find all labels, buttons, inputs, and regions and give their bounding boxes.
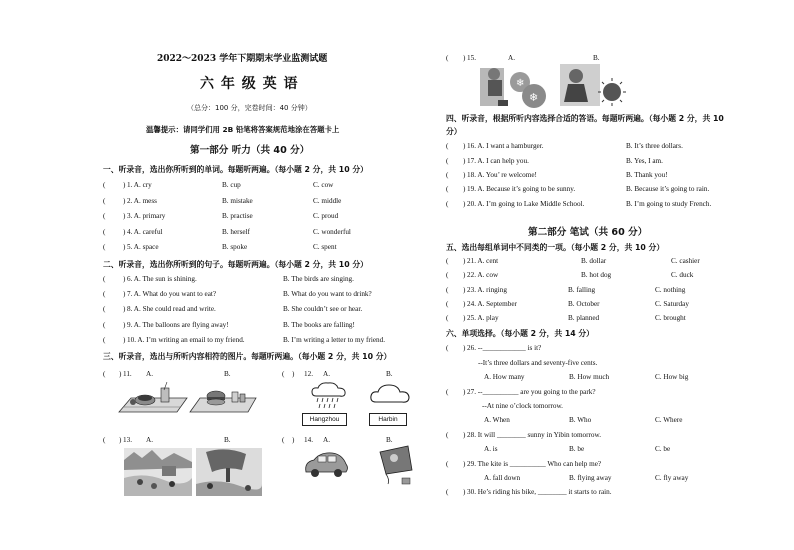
answer-paren-close: )	[292, 436, 295, 444]
question-30: 30. He’s riding his bike, ________ it starts to rain.	[467, 488, 612, 496]
option-b: B. spoke	[222, 243, 248, 251]
answer-paren: (	[446, 431, 449, 439]
option-b: B. I’m writing a letter to my friend.	[283, 336, 385, 344]
answer-paren-close: )	[123, 290, 126, 298]
answer-paren-close: )	[463, 314, 466, 322]
answer-paren-close: )	[463, 185, 466, 193]
question-16: 16. A. I want a hamburger.	[467, 142, 544, 150]
answer-paren: (	[103, 228, 106, 236]
option-b: B. October	[568, 300, 600, 308]
option-c: C. brought	[655, 314, 686, 322]
question-19: 19. A. Because it’s going to be sunny.	[467, 185, 576, 193]
answer-paren-close: )	[463, 142, 466, 150]
question-1: 1. A. cry	[127, 181, 152, 189]
answer-paren: (	[103, 212, 106, 220]
part1-title: 第一部分 听力（共 40 分）	[190, 145, 310, 156]
option-a-label: A.	[323, 436, 330, 444]
food-tray-picture-b	[186, 382, 258, 420]
answer-paren-close: )	[123, 212, 126, 220]
svg-text:❄: ❄	[516, 78, 525, 89]
option-b: B. How much	[569, 373, 610, 381]
answer-paren: (	[446, 171, 449, 179]
option-c: C. fly away	[655, 474, 689, 482]
question-18: 18. A. You’ re welcome!	[467, 171, 537, 179]
rain-cloud-icon	[308, 380, 350, 412]
answer-paren: (	[446, 271, 449, 279]
option-b: B. It’s three dollars.	[626, 142, 683, 150]
answer-paren: (	[446, 142, 449, 150]
city-label-harbin: Harbin	[369, 413, 407, 426]
answer-paren: (	[282, 370, 285, 378]
answer-paren-close: )	[463, 388, 466, 396]
option-b: B. Yes, I am.	[626, 157, 663, 165]
option-b-label: B.	[593, 54, 600, 62]
answer-paren: (	[103, 181, 106, 189]
option-c: C. cow	[313, 181, 334, 189]
option-b: B. falling	[568, 286, 596, 294]
answer-paren: (	[446, 257, 449, 265]
option-b: B. be	[569, 445, 585, 453]
answer-paren: (	[103, 305, 106, 313]
question-22: 22. A. cow	[467, 271, 499, 279]
subject-title: 六 年 级 英 语	[200, 76, 299, 92]
section-3-title: 三、听录音，选出与所听内容相符的图片。每题听两遍。（每小题 2 分，共 10 分）	[103, 352, 392, 361]
question-4: 4. A. careful	[127, 228, 163, 236]
question-25: 25. A. play	[467, 314, 499, 322]
answer-paren-close: )	[123, 336, 126, 344]
option-c: C. How big	[655, 373, 689, 381]
city-label-hangzhou: Hangzhou	[302, 413, 347, 426]
answer-paren-close: )	[123, 243, 126, 251]
question-29: 29. The kite is __________ Who can help me?	[467, 460, 602, 468]
answer-paren-close: )	[463, 488, 466, 496]
option-a-label: A.	[508, 54, 515, 62]
answer-paren: (	[282, 436, 285, 444]
section-6-title: 六、单项选择。（每小题 2 分，共 14 分）	[446, 329, 594, 338]
svg-text:❄: ❄	[529, 91, 539, 104]
question-6: 6. A. The sun is shining.	[127, 275, 197, 283]
answer-paren: (	[446, 200, 449, 208]
question-17: 17. A. I can help you.	[467, 157, 529, 165]
option-b-label: B.	[386, 370, 393, 378]
question-8: 8. A. She could read and write.	[127, 305, 216, 313]
option-b-label: B.	[224, 370, 231, 378]
option-b: B. hot dog	[581, 271, 612, 279]
question-27-response: --At nine o’clock tomorrow.	[482, 402, 563, 410]
car-picture	[302, 450, 350, 480]
section-4-title: 四、听录音，根据所听内容选择合适的答语。每题听两遍。（每小题 2 分，共 10	[446, 114, 724, 123]
section-5-title: 五、选出每组单词中不同类的一项。（每小题 2 分，共 10 分）	[446, 243, 665, 252]
option-b: B. cup	[222, 181, 241, 189]
option-c: C. duck	[671, 271, 694, 279]
option-b: B. flying away	[569, 474, 612, 482]
question-number: 14.	[304, 436, 313, 444]
answer-paren-close: )	[463, 431, 466, 439]
answer-paren: (	[103, 290, 106, 298]
question-7: 7. A. What do you want to eat?	[127, 290, 217, 298]
sunny-scene-picture	[560, 62, 626, 108]
question-number: 11.	[123, 370, 132, 378]
answer-paren-close: )	[463, 257, 466, 265]
section-1-title: 一、听录音，选出你所听到的单词。每题听两遍。（每小题 2 分，共 10 分）	[103, 165, 368, 174]
question-27: 27. --__________ are you going to the park?	[467, 388, 596, 396]
answer-paren-close: )	[463, 460, 466, 468]
option-b: B. herself	[222, 228, 250, 236]
question-20: 20. A. I’m going to Lake Middle School.	[467, 200, 585, 208]
option-b: B. mistake	[222, 197, 253, 205]
option-b: B. dollar	[581, 257, 607, 265]
answer-paren: (	[103, 370, 106, 378]
answer-paren: (	[103, 197, 106, 205]
answer-paren-close: )	[463, 200, 466, 208]
cloud-icon	[368, 382, 412, 408]
kite-picture	[376, 444, 414, 486]
answer-paren: (	[446, 185, 449, 193]
answer-paren: (	[103, 243, 106, 251]
option-c: C. Saturday	[655, 300, 689, 308]
answer-paren-close: )	[119, 370, 122, 378]
answer-paren-close: )	[463, 54, 466, 62]
question-3: 3. A. primary	[127, 212, 166, 220]
answer-paren: (	[446, 300, 449, 308]
option-b: B. I’m going to study French.	[626, 200, 712, 208]
answer-paren-close: )	[123, 275, 126, 283]
option-b: B. What do you want to drink?	[283, 290, 372, 298]
option-b: B. She couldn’t see or hear.	[283, 305, 363, 313]
winter-scene-picture	[480, 62, 548, 108]
option-b: B. practise	[222, 212, 253, 220]
option-c: C. proud	[313, 212, 339, 220]
question-number: 15.	[467, 54, 476, 62]
question-24: 24. A. September	[467, 300, 517, 308]
option-c: C. Where	[655, 416, 683, 424]
section-4-score-end: 分）	[446, 127, 462, 136]
answer-paren-close: )	[123, 181, 126, 189]
answer-paren: (	[446, 388, 449, 396]
exam-meta: （总分：100 分，完卷时间：40 分钟）	[187, 104, 312, 112]
answer-paren: (	[446, 157, 449, 165]
option-b: B. Who	[569, 416, 592, 424]
part2-title: 第二部分 笔试（共 60 分）	[528, 227, 648, 238]
answer-paren-close: )	[123, 228, 126, 236]
answer-paren-close: )	[463, 286, 466, 294]
option-a-label: A.	[146, 370, 153, 378]
earthquake-scene-picture	[124, 448, 192, 496]
option-b: B. The birds are singing.	[283, 275, 354, 283]
question-21: 21. A. cent	[467, 257, 499, 265]
option-c: C. nothing	[655, 286, 686, 294]
question-number: 13.	[123, 436, 132, 444]
question-26-response: --It’s three dollars and seventy-five cents.	[478, 359, 598, 367]
answer-paren: (	[103, 436, 106, 444]
storm-scene-picture	[196, 448, 262, 496]
answer-paren: (	[103, 321, 106, 329]
option-b-label: B.	[386, 436, 393, 444]
answer-paren-close: )	[123, 321, 126, 329]
answer-paren: (	[446, 344, 449, 352]
answer-paren: (	[446, 314, 449, 322]
answer-paren-close: )	[463, 344, 466, 352]
option-a: A. is	[484, 445, 498, 453]
question-5: 5. A. space	[127, 243, 159, 251]
question-2: 2. A. mess	[127, 197, 157, 205]
option-c: C. spent	[313, 243, 337, 251]
answer-paren-close: )	[463, 157, 466, 165]
question-26: 26. --____________ is it?	[467, 344, 542, 352]
question-9: 9. A. The balloons are flying away!	[127, 321, 229, 329]
answer-paren-close: )	[123, 305, 126, 313]
option-b: B. Thank you!	[626, 171, 668, 179]
option-a: A. When	[484, 416, 510, 424]
question-10: 10. A. I’m writing an email to my friend.	[127, 336, 245, 344]
answer-paren: (	[103, 336, 106, 344]
answer-paren-close: )	[463, 171, 466, 179]
answer-paren: (	[446, 286, 449, 294]
exam-notice: 温馨提示：请同学们用 2B 铅笔将答案规范地涂在答题卡上	[146, 125, 340, 134]
answer-paren: (	[446, 54, 449, 62]
option-a-label: A.	[146, 436, 153, 444]
option-a: A. fall down	[484, 474, 521, 482]
food-tray-picture-a	[117, 382, 189, 420]
answer-paren-close: )	[463, 300, 466, 308]
section-2-title: 二、听录音，选出你所听到的句子。每题听两遍。（每小题 2 分，共 10 分）	[103, 260, 368, 269]
option-c: C. cashier	[671, 257, 700, 265]
option-b: B. planned	[568, 314, 600, 322]
question-28: 28. It will ________ sunny in Yibin tomorrow.	[467, 431, 602, 439]
answer-paren-close: )	[463, 271, 466, 279]
option-b: B. The books are falling!	[283, 321, 355, 329]
exam-title: 2022～2023 学年下期期末学业监测试题	[157, 54, 328, 64]
answer-paren-close: )	[292, 370, 295, 378]
option-a: A. How many	[484, 373, 525, 381]
answer-paren-close: )	[119, 436, 122, 444]
question-23: 23. A. ringing	[467, 286, 507, 294]
question-number: 12.	[304, 370, 313, 378]
answer-paren-close: )	[123, 197, 126, 205]
option-c: C. middle	[313, 197, 342, 205]
option-b-label: B.	[224, 436, 231, 444]
answer-paren: (	[446, 488, 449, 496]
option-c: C. be	[655, 445, 671, 453]
option-c: C. wonderful	[313, 228, 351, 236]
answer-paren: (	[103, 275, 106, 283]
answer-paren: (	[446, 460, 449, 468]
option-b: B. Because it’s going to rain.	[626, 185, 710, 193]
option-a-label: A.	[323, 370, 330, 378]
